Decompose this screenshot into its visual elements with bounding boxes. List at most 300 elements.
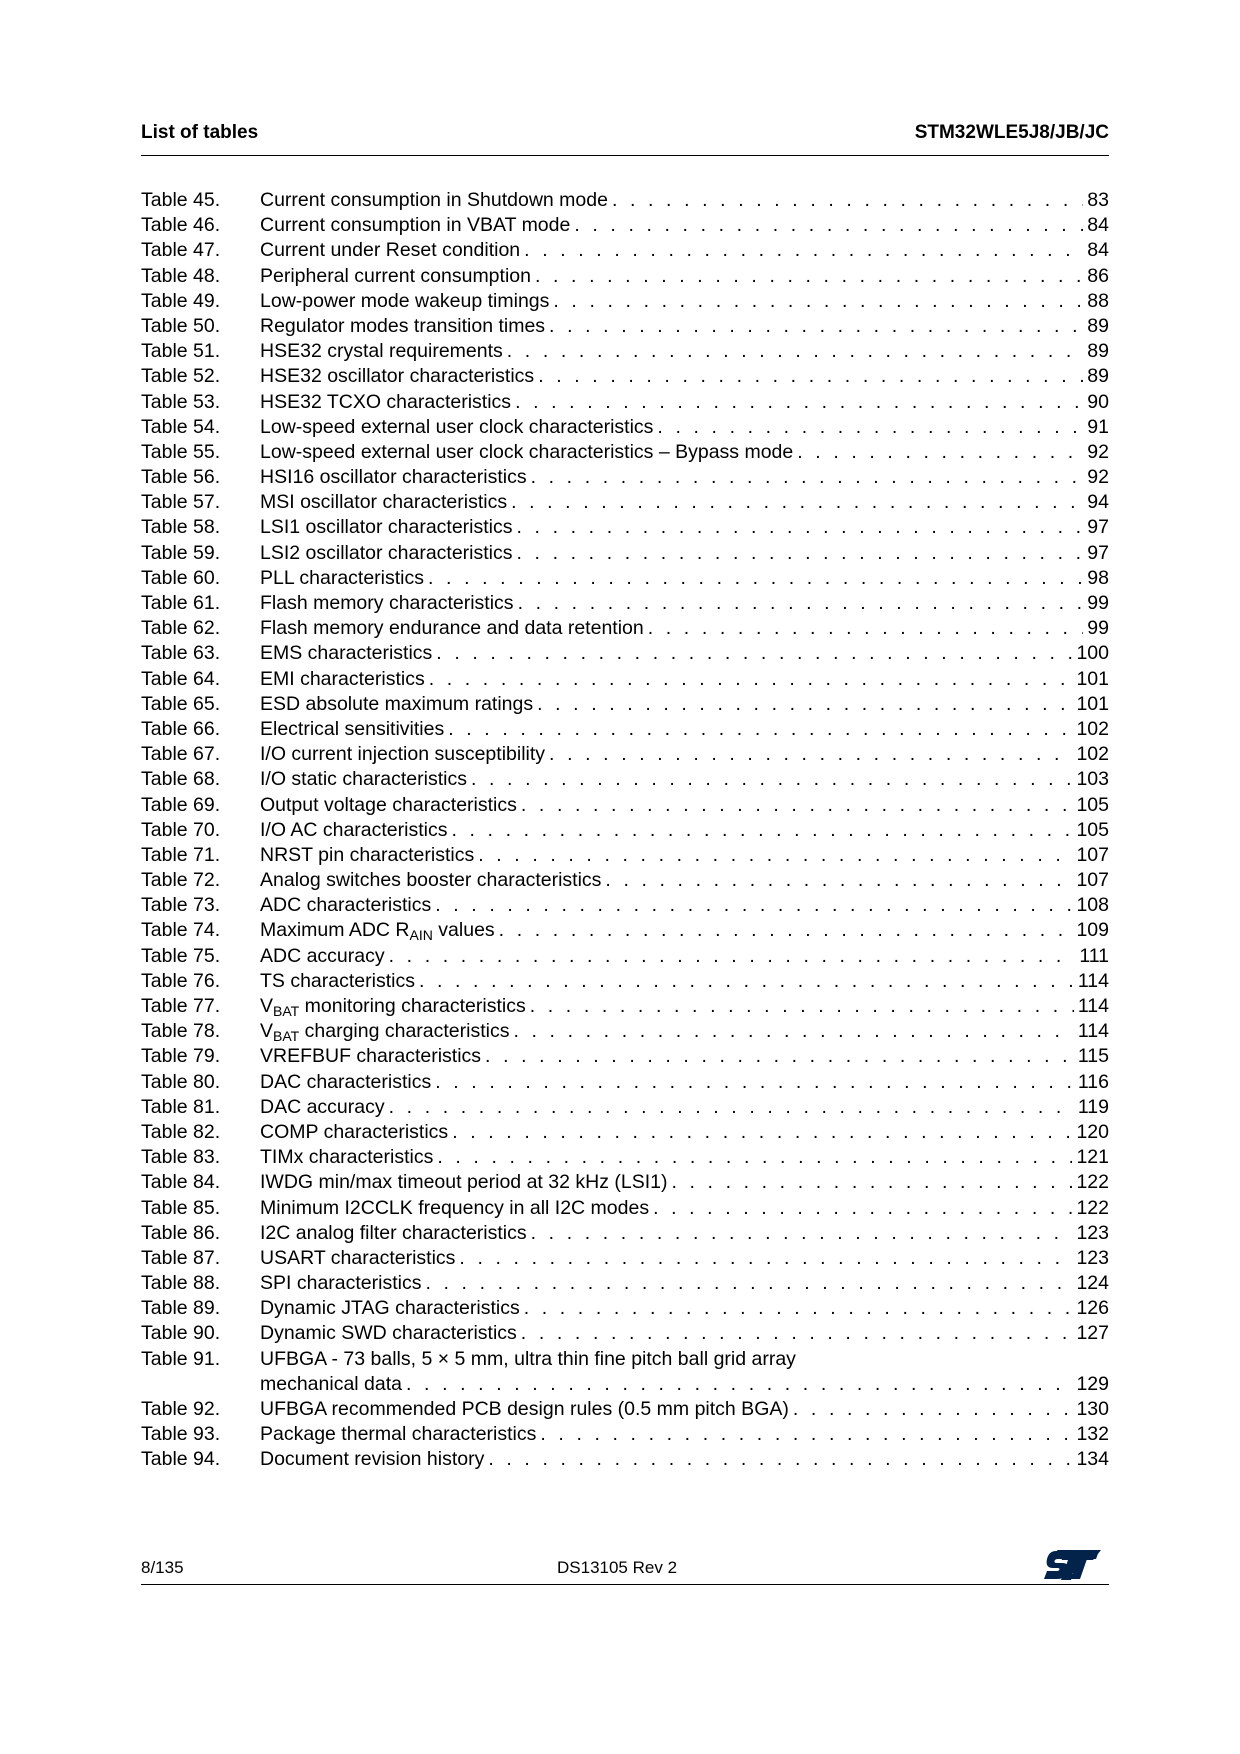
title-text: VREFBUF characteristics <box>260 1045 482 1068</box>
leader-dots <box>517 541 1084 566</box>
entry-body <box>260 616 1109 641</box>
leader-dots <box>531 1221 1073 1246</box>
table-title <box>260 1196 653 1221</box>
title-text: Peripheral current consumption <box>260 264 531 287</box>
title-text: Regulator modes transition times <box>260 314 546 337</box>
toc-entry[interactable] <box>141 868 1109 893</box>
toc-entry[interactable] <box>141 1070 1109 1095</box>
toc-entry[interactable] <box>141 969 1109 994</box>
title-text: I/O current injection susceptibility <box>260 743 546 766</box>
table-title <box>260 415 657 440</box>
table-title <box>260 793 521 818</box>
entry-body <box>260 893 1109 918</box>
toc-entry[interactable] <box>141 188 1109 213</box>
table-title <box>260 264 535 289</box>
page-number: 120 <box>1076 1120 1109 1143</box>
page-number: 99 <box>1087 617 1109 640</box>
toc-entry[interactable] <box>141 213 1109 238</box>
leader-dots <box>451 818 1072 843</box>
table-number: Table 61. <box>141 592 221 614</box>
page-number: 83 <box>1087 189 1109 211</box>
table-number: Table 53. <box>141 390 221 413</box>
toc-entry[interactable] <box>141 591 1109 616</box>
table-number: Table 66. <box>141 717 221 740</box>
entry-body <box>260 238 1109 263</box>
toc-entry[interactable] <box>141 1095 1109 1120</box>
toc-entry[interactable] <box>141 415 1109 440</box>
title-text: Analog switches booster characteristics <box>260 869 602 892</box>
toc-entry[interactable] <box>141 515 1109 540</box>
entry-body <box>260 1120 1109 1145</box>
page-number: 123 <box>1076 1246 1109 1269</box>
toc-entry[interactable] <box>141 1347 1109 1397</box>
table-title <box>260 1271 425 1296</box>
table-number: Table 50. <box>141 314 221 337</box>
table-title <box>260 944 389 969</box>
toc-entry[interactable] <box>141 264 1109 289</box>
title-text: TIMx characteristics <box>260 1146 434 1169</box>
toc-entry[interactable] <box>141 1422 1109 1447</box>
toc-entry[interactable] <box>141 1447 1109 1472</box>
title-text: Electrical sensitivities <box>260 717 445 740</box>
table-title-continued: mechanical data <box>260 1372 403 1395</box>
title-text: EMS characteristics <box>260 642 433 665</box>
table-title <box>260 767 471 792</box>
page-number: 107 <box>1076 843 1109 866</box>
table-number: Table 76. <box>141 969 221 992</box>
table-title <box>260 994 530 1019</box>
table-number: Table 79. <box>141 1045 221 1068</box>
table-number: Table 62. <box>141 617 221 640</box>
table-number: Table 58. <box>141 516 221 539</box>
title-text: Output voltage characteristics <box>260 793 517 816</box>
entry-body <box>260 264 1109 289</box>
page-number: 129 <box>1076 1372 1109 1395</box>
toc-entry[interactable] <box>141 918 1109 943</box>
entry-body <box>260 692 1109 717</box>
entry-body <box>260 364 1109 389</box>
entry-body <box>260 1271 1109 1296</box>
toc-entry[interactable] <box>141 314 1109 339</box>
page-number: 103 <box>1076 768 1109 791</box>
title-text: TS characteristics <box>260 969 415 992</box>
table-title <box>260 1145 437 1170</box>
leader-dots <box>521 1321 1073 1346</box>
title-subscript: BAT <box>273 1003 300 1019</box>
table-number: Table 92. <box>141 1398 221 1421</box>
toc-entry[interactable] <box>141 390 1109 415</box>
entry-body <box>260 1019 1109 1044</box>
table-title <box>260 591 518 616</box>
table-number: Table 68. <box>141 768 221 791</box>
entry-body <box>260 1447 1109 1472</box>
title-text: Current under Reset condition <box>260 239 521 262</box>
title-text: MSI oscillator characteristics <box>260 491 508 514</box>
page-counter: 8/135 <box>141 1558 184 1577</box>
title-text: ADC accuracy <box>260 944 385 967</box>
table-number: Table 84. <box>141 1171 221 1194</box>
table-title <box>260 868 605 893</box>
table-number: Table 81. <box>141 1095 221 1118</box>
table-number: Table 48. <box>141 264 221 287</box>
table-title <box>260 1070 435 1095</box>
leader-dots <box>671 1170 1072 1195</box>
toc-entry[interactable] <box>141 541 1109 566</box>
page-number: 102 <box>1076 717 1109 740</box>
table-number: Table 89. <box>141 1297 221 1320</box>
table-number: Table 51. <box>141 340 221 363</box>
table-number: Table 94. <box>141 1448 221 1471</box>
title-text: HSE32 TCXO characteristics <box>260 390 512 413</box>
part-number: STM32WLE5J8/JB/JC <box>914 122 1109 143</box>
table-title <box>260 390 515 415</box>
table-number: Table 88. <box>141 1272 221 1295</box>
table-title <box>260 918 499 943</box>
table-number: Table 46. <box>141 214 221 237</box>
leader-dots <box>488 1447 1072 1472</box>
entry-body <box>260 566 1109 591</box>
table-title <box>260 969 419 994</box>
leader-dots <box>452 1120 1072 1145</box>
title-text: LSI2 oscillator characteristics <box>260 541 513 564</box>
toc-entry[interactable] <box>141 289 1109 314</box>
table-number: Table 74. <box>141 919 221 942</box>
leader-dots <box>537 692 1072 717</box>
table-number: Table 86. <box>141 1221 221 1244</box>
page-number: 92 <box>1087 440 1109 463</box>
title-text: COMP characteristics <box>260 1120 449 1143</box>
toc-entry[interactable] <box>141 616 1109 641</box>
table-title <box>260 616 648 641</box>
entry-body <box>260 1246 1109 1271</box>
table-number: Table 65. <box>141 692 221 715</box>
table-title <box>260 641 436 666</box>
toc-entry[interactable] <box>141 793 1109 818</box>
page-number: 88 <box>1087 289 1109 312</box>
table-title <box>260 213 574 238</box>
entry-body <box>260 767 1109 792</box>
toc-entry[interactable] <box>141 692 1109 717</box>
leader-dots <box>793 1397 1073 1422</box>
table-number: Table 69. <box>141 793 221 816</box>
table-title <box>260 1321 521 1346</box>
table-number: Table 67. <box>141 743 221 766</box>
toc-entry[interactable] <box>141 1120 1109 1145</box>
toc-entry[interactable] <box>141 1271 1109 1296</box>
table-number: Table 64. <box>141 667 221 690</box>
table-number: Table 49. <box>141 289 221 312</box>
leader-dots <box>511 490 1083 515</box>
table-number: Table 60. <box>141 566 221 589</box>
table-title <box>260 1095 389 1120</box>
leader-dots <box>531 465 1084 490</box>
leader-dots <box>515 390 1083 415</box>
table-title <box>260 1120 452 1145</box>
toc-entry[interactable] <box>141 440 1109 465</box>
entry-body <box>260 1321 1109 1346</box>
toc-entry[interactable] <box>141 818 1109 843</box>
table-number: Table 75. <box>141 944 221 967</box>
table-number: Table 52. <box>141 365 221 388</box>
table-title <box>260 1397 793 1422</box>
toc-entry[interactable] <box>141 742 1109 767</box>
table-number: Table 77. <box>141 995 221 1017</box>
table-title <box>260 289 553 314</box>
entry-body <box>260 339 1109 364</box>
table-title <box>260 717 448 742</box>
page-number: 97 <box>1087 541 1109 564</box>
title-text: Document revision history <box>260 1448 485 1471</box>
page-number: 92 <box>1087 466 1109 489</box>
title-text: HSE32 crystal requirements <box>260 340 503 363</box>
leader-dots <box>478 843 1072 868</box>
leader-dots <box>553 289 1083 314</box>
entry-body <box>260 390 1109 415</box>
entry-body <box>260 515 1109 540</box>
entry-body <box>260 717 1109 742</box>
table-title <box>260 440 797 465</box>
toc-entry[interactable] <box>141 1296 1109 1321</box>
table-title <box>260 692 537 717</box>
entry-body <box>260 944 1109 969</box>
table-title <box>260 1422 540 1447</box>
page-footer <box>141 1558 1109 1585</box>
table-number: Table 83. <box>141 1146 221 1169</box>
page-number: 109 <box>1076 919 1109 942</box>
leader-dots <box>437 1145 1072 1170</box>
title-text: USART characteristics <box>260 1246 456 1269</box>
table-number: Table 71. <box>141 843 221 866</box>
leader-dots <box>419 969 1074 994</box>
page-number: 116 <box>1077 1070 1109 1093</box>
page-number: 89 <box>1087 365 1109 388</box>
entry-body <box>260 465 1109 490</box>
table-number: Table 91. <box>141 1347 221 1370</box>
entry-body <box>260 843 1109 868</box>
page-number: 115 <box>1077 1045 1109 1068</box>
title-text: ADC characteristics <box>260 894 432 917</box>
page-number: 89 <box>1087 340 1109 363</box>
entry-body <box>260 213 1109 238</box>
toc-entry[interactable] <box>141 843 1109 868</box>
table-title <box>260 1246 459 1271</box>
toc-entry[interactable] <box>141 767 1109 792</box>
toc-entry[interactable] <box>141 717 1109 742</box>
page-number: 108 <box>1076 894 1109 917</box>
leader-dots <box>540 1422 1072 1447</box>
entry-body <box>260 314 1109 339</box>
title-text: I2C analog filter characteristics <box>260 1221 527 1244</box>
leader-dots <box>517 515 1084 540</box>
page-number: 127 <box>1076 1322 1109 1345</box>
table-title <box>260 490 511 515</box>
table-title <box>260 339 507 364</box>
title-text: Flash memory endurance and data retention <box>260 617 644 640</box>
table-number: Table 90. <box>141 1322 221 1345</box>
entry-body <box>260 1296 1109 1321</box>
page-number: 130 <box>1076 1398 1109 1421</box>
title-text: PLL characteristics <box>260 566 425 589</box>
table-title <box>260 465 531 490</box>
page-number: 114 <box>1077 969 1109 992</box>
toc-entry[interactable] <box>141 566 1109 591</box>
table-title <box>260 1044 485 1069</box>
entry-body <box>260 591 1109 616</box>
leader-dots <box>549 742 1072 767</box>
entry-body <box>260 1221 1109 1246</box>
entry-body <box>260 415 1109 440</box>
entry-body <box>260 667 1109 692</box>
toc-entry[interactable] <box>141 1221 1109 1246</box>
entry-body <box>260 1347 1109 1397</box>
title-text: LSI1 oscillator characteristics <box>260 516 513 539</box>
table-title <box>260 314 549 339</box>
entry-body <box>260 440 1109 465</box>
leader-dots <box>657 415 1083 440</box>
page-number: 114 <box>1077 1020 1109 1043</box>
table-title <box>260 188 612 213</box>
table-number: Table 57. <box>141 491 221 514</box>
toc-entry[interactable] <box>141 667 1109 692</box>
title-text: I/O static characteristics <box>260 768 467 791</box>
toc-entry[interactable] <box>141 893 1109 918</box>
document-id: DS13105 Rev 2 <box>557 1558 678 1577</box>
toc-entry[interactable] <box>141 641 1109 666</box>
page-number: 105 <box>1076 793 1109 816</box>
page-number: 98 <box>1087 566 1109 589</box>
entry-body <box>260 1044 1109 1069</box>
table-title <box>260 566 428 591</box>
table-title <box>260 742 549 767</box>
table-title <box>260 364 538 389</box>
entry-body <box>260 818 1109 843</box>
table-title <box>260 1221 531 1246</box>
title-text-after: monitoring characteristics <box>299 995 526 1017</box>
leader-dots <box>797 440 1083 465</box>
title-text-after: charging characteristics <box>299 1020 510 1043</box>
entry-body <box>260 490 1109 515</box>
page-number: 122 <box>1076 1196 1109 1219</box>
leader-dots <box>574 213 1083 238</box>
toc-entry[interactable] <box>141 1196 1109 1221</box>
toc-entry[interactable] <box>141 1321 1109 1346</box>
table-number: Table 72. <box>141 869 221 892</box>
table-number: Table 47. <box>141 239 221 262</box>
toc-entry[interactable] <box>141 1397 1109 1422</box>
toc-entry[interactable] <box>141 1246 1109 1271</box>
leader-dots <box>530 994 1074 1019</box>
page-number: 121 <box>1076 1146 1109 1169</box>
table-title <box>260 1296 524 1321</box>
toc-entry[interactable] <box>141 1019 1109 1044</box>
leader-dots <box>648 616 1084 641</box>
leader-dots <box>518 591 1084 616</box>
page-number: 89 <box>1087 314 1109 337</box>
leader-dots <box>428 566 1083 591</box>
leader-dots <box>459 1246 1072 1271</box>
page-number: 101 <box>1076 667 1109 690</box>
leader-dots <box>521 793 1073 818</box>
toc-entry[interactable] <box>141 238 1109 263</box>
section-title: List of tables <box>141 122 259 143</box>
entry-body <box>260 1070 1109 1095</box>
title-text: I/O AC characteristics <box>260 818 448 841</box>
toc-entry[interactable] <box>141 490 1109 515</box>
title-text: UFBGA recommended PCB design rules (0.5 mm pitch BGA) <box>260 1398 789 1421</box>
title-text: Dynamic JTAG characteristics <box>260 1297 520 1320</box>
entry-body <box>260 1145 1109 1170</box>
toc-entry[interactable] <box>141 1044 1109 1069</box>
leader-dots <box>524 1296 1073 1321</box>
page-number: 97 <box>1087 516 1109 539</box>
toc-entry[interactable] <box>141 339 1109 364</box>
leader-dots <box>485 1044 1074 1069</box>
table-number: Table 80. <box>141 1070 221 1093</box>
page-number: 91 <box>1087 415 1109 438</box>
toc-entry[interactable] <box>141 364 1109 389</box>
page-number: 126 <box>1076 1297 1109 1320</box>
toc-entry[interactable] <box>141 944 1109 969</box>
table-title <box>260 843 478 868</box>
table-number: Table 85. <box>141 1196 221 1219</box>
leader-dots <box>612 188 1083 213</box>
title-text: HSI16 oscillator characteristics <box>260 466 527 489</box>
table-title <box>260 541 517 566</box>
entry-body <box>260 969 1109 994</box>
leader-dots <box>448 717 1072 742</box>
st-logo-icon <box>1043 1548 1101 1582</box>
page-number: 94 <box>1087 491 1109 514</box>
entry-body <box>260 188 1109 213</box>
table-number: Table 70. <box>141 818 221 841</box>
page-header <box>141 121 1109 156</box>
leader-dots <box>499 918 1073 943</box>
toc-entry[interactable] <box>141 1170 1109 1195</box>
page-number: 102 <box>1076 743 1109 766</box>
page-number: 84 <box>1087 239 1109 262</box>
table-title <box>260 667 429 692</box>
toc-entry[interactable] <box>141 994 1109 1019</box>
page-number: 90 <box>1087 390 1109 413</box>
logo-text: ST <box>1072 1574 1074 1575</box>
leader-dots <box>538 364 1083 389</box>
toc-entry[interactable] <box>141 1145 1109 1170</box>
leader-dots <box>435 893 1072 918</box>
table-title <box>260 893 435 918</box>
leader-dots <box>513 1019 1073 1044</box>
title-text: SPI characteristics <box>260 1272 422 1295</box>
leader-dots <box>524 238 1083 263</box>
title-text: DAC characteristics <box>260 1070 432 1093</box>
entry-body <box>260 1422 1109 1447</box>
entry-body <box>260 641 1109 666</box>
title-subscript: BAT <box>273 1028 300 1045</box>
page-number: 107 <box>1076 869 1109 892</box>
page-number: 84 <box>1087 214 1109 237</box>
table-number: Table 82. <box>141 1120 221 1143</box>
table-number: Table 93. <box>141 1423 221 1446</box>
toc-entry[interactable] <box>141 465 1109 490</box>
entry-body <box>260 793 1109 818</box>
page-number: 114 <box>1077 995 1109 1017</box>
title-text: ESD absolute maximum ratings <box>260 692 534 715</box>
title-text: NRST pin characteristics <box>260 843 475 866</box>
leader-dots <box>435 1070 1074 1095</box>
page-number: 99 <box>1087 592 1109 614</box>
title-text: DAC accuracy <box>260 1095 385 1118</box>
entry-body <box>260 541 1109 566</box>
title-text: V <box>260 995 274 1017</box>
